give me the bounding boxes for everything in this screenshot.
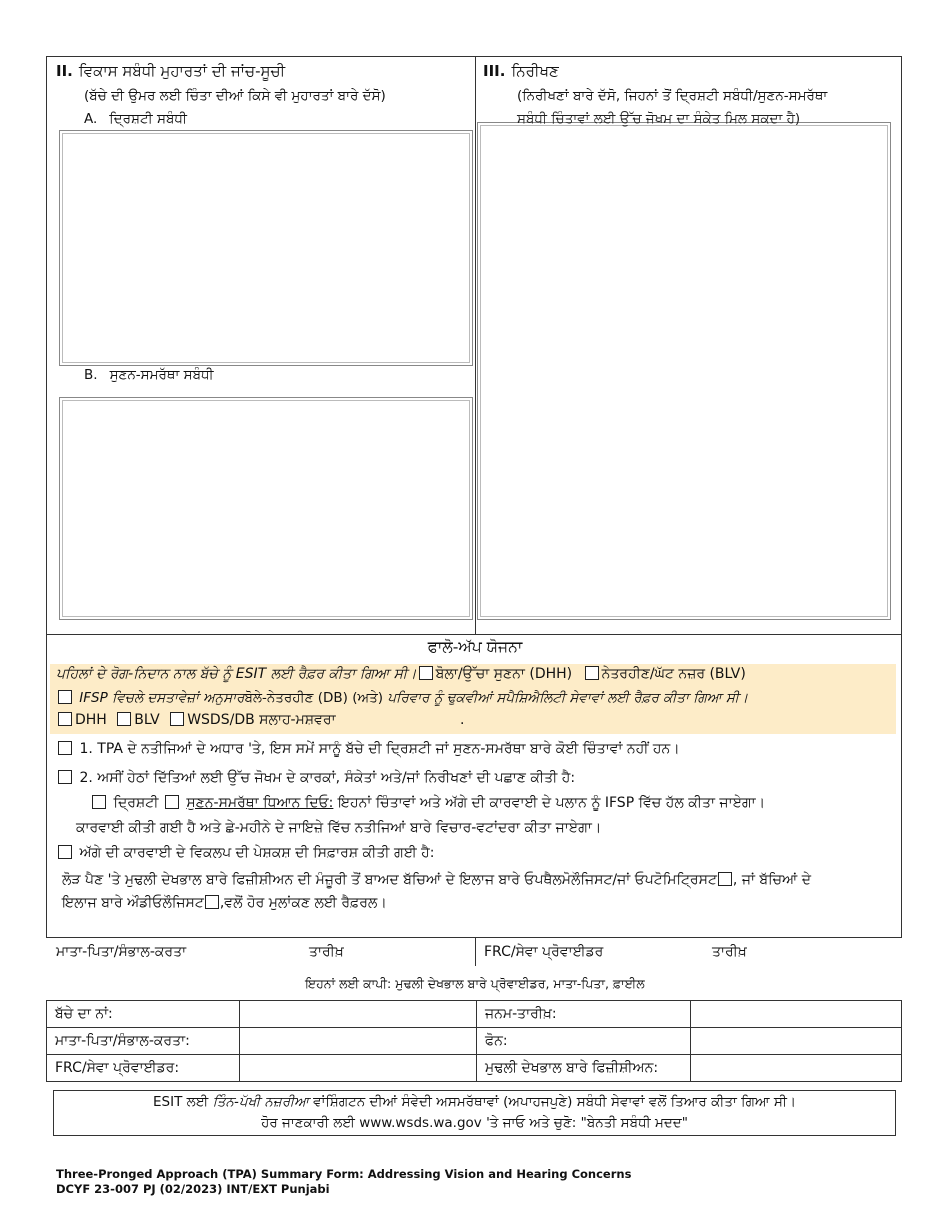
section2-subtitle: (ਬੱਚੇ ਦੀ ਉਮਰ ਲਈ ਚਿੰਤਾ ਦੀਆਂ ਕਿਸੇ ਵੀ ਮੁਹਾਰਤਾਂ ਬਾਰੇ ਦੱਸੋ) [84,88,386,104]
referral-text1b: , ਜਾਂ ਬੱਚਿਆਂ ਦੇ [732,872,812,888]
section3-note-line1: (ਨਿਰੀਖਣਾਂ ਬਾਰੇ ਦੱਸੋ, ਜਿਹਨਾਂ ਤੋਂ ਦ੍ਰਿਸ਼ਟੀ ਸਬੰਧੀ/ਸੁਣਨ-ਸਮਰੱਥਾ [517,88,828,104]
section3-heading [483,62,559,80]
vision-risk-label: ਦ੍ਰਿਸ਼ਟੀ [113,795,159,811]
child-name-label: ਬੱਚੇ ਦਾ ਨਾਂ: [47,1001,240,1028]
item2-options-line [90,795,765,811]
dhh-long-label: ਬੋਲਾ/ਉੱਚਾ ਸੁਣਨਾ (DHH) [435,666,573,682]
section2-heading [56,62,285,80]
physician-field[interactable] [691,1055,902,1082]
wsds-label: WSDS/DB ਸਲਾਹ-ਮਸ਼ਵਰਾ [187,712,336,728]
form-number-footer: DCYF 23-007 PJ (02/2023) INT/EXT Punjabi [56,1182,330,1196]
frc-field[interactable] [240,1055,477,1082]
audiologist-checkbox[interactable] [205,895,219,909]
blv-label: BLV [134,712,160,728]
vision-risk-checkbox[interactable] [92,795,106,809]
item3-line [56,845,434,861]
frc-signature-label: FRC/ਸੇਵਾ ਪ੍ਰੋਵਾਈਡਰ [484,944,604,960]
section2-number: II. [56,62,73,80]
section3-title: ਨਿਰੀਖਣ [511,62,559,80]
table-row [47,1028,902,1055]
esit-line1c: ਵਾਂਸ਼ਿੰਗਟਨ ਦੀਆਂ ਸੰਵੇਦੀ ਅਸਮਰੱਥਾਵਾਂ (ਅਪਾਹਜਪੁਣੇ) ਸਬੰਧੀ ਸੇਵਾਵਾਂ ਵਲੋਂ ਤਿਆਰ ਕੀਤਾ ਗਿਆ ਸੀ। [313,1094,797,1110]
wsds-checkbox[interactable] [170,712,184,726]
esit-line1b: ਤਿੰਨ-ਪੱਖੀ ਨਜ਼ਰੀਆ [212,1094,309,1110]
hearing-attention-label: ਸੁਣਨ-ਸਮਰੱਥਾ ਧਿਆਨ ਦਿਓ: [186,795,334,811]
parent-label: ਮਾਤਾ-ਪਿਤਾ/ਸੰਭਾਲ-ਕਰਤਾ: [47,1028,240,1055]
hearing-subsection-label [84,367,214,383]
phone-field[interactable] [691,1028,902,1055]
ophthalmologist-checkbox[interactable] [718,872,732,886]
child-name-field[interactable] [240,1001,477,1028]
observations-textarea[interactable] [477,122,891,620]
followup-title: ਫਾਲੋ-ਅੱਪ ਯੋਜਨਾ [427,638,523,656]
referral-line1 [62,872,811,888]
parent-field[interactable] [240,1028,477,1055]
section2-title: ਵਿਕਾਸ ਸਬੰਧੀ ਮੁਹਾਰਤਾਂ ਦੀ ਜਾਂਚ-ਸੂਚੀ [78,62,286,80]
table-row [47,1001,902,1028]
parent-signature-label: ਮਾਤਾ-ਪਿਤਾ/ਸੰਭਾਲ-ਕਰਤਾ [56,944,187,960]
referral-text2b: ,ਵਲੋਂ ਹੋਰ ਮੁਲਾਂਕਣ ਲਈ ਰੈਫ਼ਰਲ। [219,895,387,911]
vision-subsection-label [84,111,187,127]
form-title-footer: Three-Pronged Approach (TPA) Summary Form: Addressing Vision and Hearing Concerns [56,1167,632,1181]
referred-text: ਪਹਿਲਾਂ ਦੇ ਰੋਗ-ਨਿਦਾਨ ਨਾਲ ਬੱਚੇ ਨੂੰ ESIT ਲਈ ਰੈਫ਼ਰ ਕੀਤਾ ਗਿਆ ਸੀ। [56,666,417,682]
blv-checkbox[interactable] [117,712,131,726]
item3-text: ਅੱਗੇ ਦੀ ਕਾਰਵਾਈ ਦੇ ਵਿਕਲਪ ਦੀ ਪੇਸ਼ਕਸ਼ ਦੀ ਸਿਫ਼ਾਰਸ਼ ਕੀਤੀ ਗਈ ਹੈ: [79,845,435,861]
frc-date-label: ਤਾਰੀਖ਼ [712,944,747,960]
db-checkbox[interactable] [58,690,72,704]
dhh-label: DHH [75,712,107,728]
no-concerns-checkbox[interactable] [58,741,72,755]
item1-text: 1. TPA ਦੇ ਨਤੀਜਿਆਂ ਦੇ ਅਧਾਰ 'ਤੇ, ਇਸ ਸਮੇਂ ਸਾਨੂੰ ਬੱਚੇ ਦੀ ਦ੍ਰਿਸ਼ਟੀ ਜਾਂ ਸੁਣਨ-ਸਮਰੱਥਾ ਬਾਰੇ ਕੋਈ ਚਿੰਤਾਵਾਂ ਨਹੀਂ ਹਨ। [79,741,680,757]
further-action-checkbox[interactable] [58,845,72,859]
section3-number: III. [483,62,506,80]
vision-textarea[interactable] [59,130,473,366]
specialty-line [56,712,464,728]
esit-line1 [54,1092,895,1113]
blv-long-checkbox[interactable] [585,666,599,680]
referred-line [56,666,746,682]
vision-letter: A. [84,111,98,127]
hearing-letter: B. [84,367,98,383]
dob-label: ਜਨਮ-ਤਾਰੀਖ਼: [477,1001,691,1028]
item2-line [56,770,575,786]
esit-line1a: ESIT ਲਈ [152,1094,209,1110]
blv-long-label: ਨੇਤਰਹੀਣ/ਘੱਟ ਨਜ਼ਰ (BLV) [601,666,746,682]
trailing-dot: . [460,712,465,728]
column-divider [475,56,476,634]
hearing-textarea[interactable] [59,397,473,620]
section3-note-line2: ਸਬੰਧੀ ਚਿੰਤਾਵਾਂ ਲਈ ਉੱਚ ਜੋਖਮ ਦਾ ਸੰਕੇਤ ਮਿਲ ਸਕਦਾ ਹੈ) [517,111,801,127]
db-text: ਬੋਲੇ-ਨੇਤਰਹੀਣ (DB) (ਅਤੇ) [244,690,384,706]
ifsp-line [56,690,748,706]
parent-date-label: ਤਾਰੀਖ਼ [309,944,344,960]
family-referred-text: ਪਰਿਵਾਰ ਨੂੰ ਢੁਕਵੀਆਂ ਸਪੈਸ਼ਿਐਲਿਟੀ ਸੇਵਾਵਾਂ ਲਈ ਰੈਫ਼ਰ ਕੀਤਾ ਗਿਆ ਸੀ। [387,690,749,706]
referral-line2 [62,895,387,911]
frc-label: FRC/ਸੇਵਾ ਪ੍ਰੋਵਾਈਡਰ: [47,1055,240,1082]
referral-text1: ਲੋੜ ਪੈਣ 'ਤੇ ਮੁਢਲੀ ਦੇਖਭਾਲ ਬਾਰੇ ਫਿਜ਼ੀਸ਼ੀਅਨ ਦੀ ਮੰਜ਼ੂਰੀ ਤੋਂ ਬਾਅਦ ਬੱਚਿਆਂ ਦੇ ਇਲਾਜ ਬਾਰੇ ਓਪਥੈਲਮੋਲੌਜਿਸਟ/ਜਾਂ ਓਪਟੋਮਿਟ੍ਰਿਸਟ [62,872,717,888]
esit-info-box [53,1090,896,1136]
esit-line2: ਹੋਰ ਜਾਣਕਾਰੀ ਲਈ www.wsds.wa.gov 'ਤੇ ਜਾਓ ਅਤੇ ਚੁਣੋ: "ਬੇਨਤੀ ਸਬੰਧੀ ਮਦਦ" [261,1115,688,1131]
hearing-risk-checkbox[interactable] [165,795,179,809]
table-row [47,1055,902,1082]
physician-label: ਮੁਢਲੀ ਦੇਖਭਾਲ ਬਾਰੇ ਫਿਜ਼ੀਸ਼ੀਅਨ: [477,1055,691,1082]
copies-note: ਇਹਨਾਂ ਲਈ ਕਾਪੀ: ਮੁਢਲੀ ਦੇਖਭਾਲ ਬਾਰੇ ਪ੍ਰੋਵਾਈਡਰ, ਮਾਤਾ-ਪਿਤਾ, ਫ਼ਾਈਲ [305,976,645,991]
vision-label: ਦ੍ਰਿਸ਼ਟੀ ਸਬੰਧੀ [109,111,187,127]
item2-rest-text: ਇਹਨਾਂ ਚਿੰਤਾਵਾਂ ਅਤੇ ਅੱਗੇ ਦੀ ਕਾਰਵਾਈ ਦੇ ਪਲਾਨ ਨੂੰ IFSP ਵਿੱਚ ਹੱਲ ਕੀਤਾ ਜਾਏਗਾ। [337,795,766,811]
ifsp-text: IFSP ਵਿਚਲੇ ਦਸਤਾਵੇਜ਼ਾਂ ਅਨੁਸਾਰ [79,690,245,706]
followup-divider [46,634,902,635]
item2-line2: ਕਾਰਵਾਈ ਕੀਤੀ ਗਈ ਹੈ ਅਤੇ ਛੇ-ਮਹੀਨੇ ਦੇ ਜਾਇਜ਼ੇ ਵਿੱਚ ਨਤੀਜਿਆਂ ਬਾਰੇ ਵਿਚਾਰ-ਵਟਾਂਦਰਾ ਕੀਤਾ ਜਾਏਗਾ। [76,820,602,836]
high-risk-checkbox[interactable] [58,770,72,784]
item1-line [56,741,680,757]
child-info-table [46,1000,902,1082]
dhh-long-checkbox[interactable] [419,666,433,680]
item2-text: 2. ਅਸੀਂ ਹੇਠਾਂ ਦਿੱਤਿਆਂ ਲਈ ਉੱਚ ਜੋਖਮ ਦੇ ਕਾਰਕਾਂ, ਸੰਕੇਤਾਂ ਅਤੇ/ਜਾਂ ਨਿਰੀਖਣਾਂ ਦੀ ਪਛਾਣ ਕੀਤੀ ਹੈ: [79,770,576,786]
phone-label: ਫੋਨ: [477,1028,691,1055]
hearing-label: ਸੁਣਨ-ਸਮਰੱਥਾ ਸਬੰਧੀ [109,367,214,383]
dhh-checkbox[interactable] [58,712,72,726]
signature-divider [475,938,476,966]
referral-text2: ਇਲਾਜ ਬਾਰੇ ਔਡੀਓਲੌਜਿਸਟ [62,895,204,911]
dob-field[interactable] [691,1001,902,1028]
